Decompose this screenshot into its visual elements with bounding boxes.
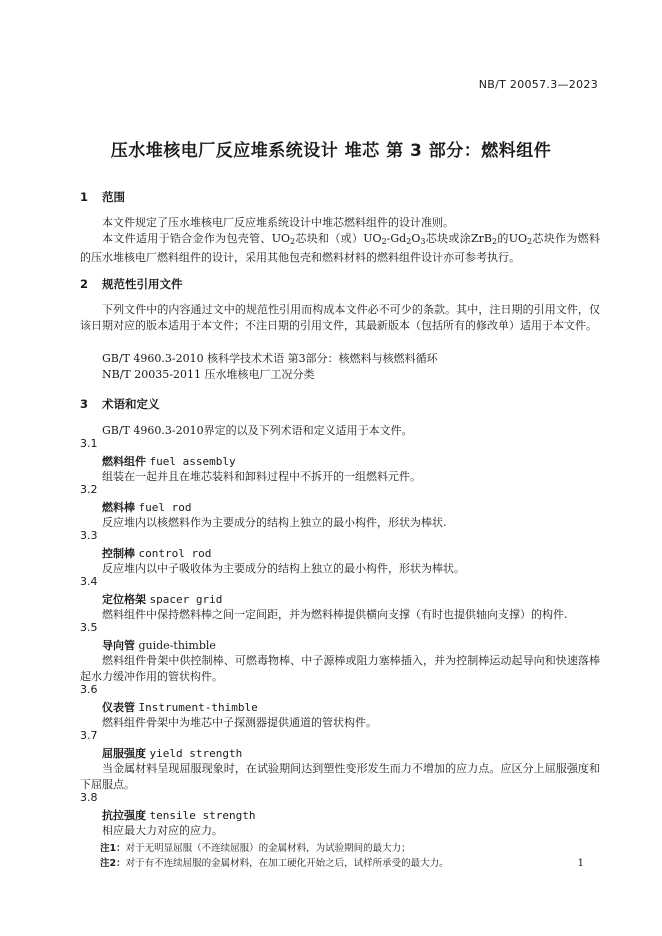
reference-item: GB/T 4960.3-2010 核科学技术术语 第3部分：核燃料与核燃料循环	[102, 352, 438, 365]
term-definition: 燃料组件骨架中供控制棒、可燃毒物棒、中子源棒或阻力塞棒插入，并为控制棒运动起导向和快速落棒起水力缓冲作用的管状构件。	[80, 654, 600, 683]
term-definition: 相应最大力对应的应力。	[102, 824, 223, 837]
note-1: 注1：对于无明显屈服（不连续屈服）的金属材料，为试验期间的最大力；	[100, 843, 411, 854]
term-number: 3.2	[80, 483, 98, 496]
section-title: 术语和定义	[102, 397, 160, 411]
term-definition: 当金属材料呈现屈服现象时，在试验期间达到塑性变形发生而力不增加的应力点。应区分上屈服强度和下屈服点。	[80, 762, 600, 791]
term-name: 仪表管 Instrument-thimble	[102, 701, 258, 714]
scope-paragraph-2: 本文件适用于锆合金作为包壳管、$UO_2$芯块和（或）$UO_2-Gd_2O_3$芯块或涂ZrB$_2$的$UO_2$芯块作为燃料的压水堆核电厂燃料组件的设计，采用其他包壳和燃料材料的燃料组件设计亦可参考执行。	[80, 232, 600, 264]
section-1-heading	[80, 189, 125, 205]
term-number: 3.6	[80, 683, 98, 696]
standard-code: NB/T 20057.3—2023	[478, 78, 598, 91]
document-title: 压水堆核电厂反应堆系统设计 堆芯 第 3 部分：燃料组件	[110, 141, 552, 161]
term-name: 抗拉强度 tensile strength	[102, 809, 256, 822]
reference-item: NB/T 20035-2011 压水堆核电厂工况分类	[102, 368, 315, 381]
term-definition: 燃料组件骨架中为堆芯中子探测器提供通道的管状构件。	[102, 716, 377, 729]
term-number: 3.7	[80, 729, 98, 742]
term-number: 3.3	[80, 529, 98, 542]
references-paragraph: 下列文件中的内容通过文中的规范性引用而构成本文件必不可少的条款。其中，注日期的引用文件，仅该日期对应的版本适用于本文件；不注日期的引用文件，其最新版本（包括所有的修改单）适用于本文件。	[80, 303, 600, 332]
term-name: 定位格架 spacer grid	[102, 593, 223, 606]
section-title: 规范性引用文件	[102, 277, 183, 291]
term-name: 控制棒 control rod	[102, 547, 212, 560]
terms-intro: GB/T 4960.3-2010界定的以及下列术语和定义适用于本文件。	[102, 424, 413, 437]
term-name: 导向管 guide-thimble	[102, 639, 216, 652]
term-definition: 反应堆内以中子吸收体为主要成分的结构上独立的最小构件，形状为棒状。	[102, 562, 465, 575]
term-definition: 组装在一起并且在堆芯装料和卸料过程中不拆开的一组燃料元件。	[102, 470, 421, 483]
term-number: 3.5	[80, 621, 98, 634]
term-number: 3.1	[80, 437, 98, 450]
section-number: 2	[80, 277, 89, 291]
term-number: 3.4	[80, 575, 98, 588]
section-3-heading	[80, 396, 160, 412]
page-number: 1	[577, 858, 584, 869]
section-2-heading	[80, 276, 183, 292]
term-definition: 反应堆内以核燃料作为主要成分的结构上独立的最小构件，形状为棒状.	[102, 516, 447, 529]
scope-paragraph-1: 本文件规定了压水堆核电厂反应堆系统设计中堆芯燃料组件的设计准则。	[102, 216, 454, 229]
section-number: 3	[80, 397, 89, 411]
term-name: 燃料棒 fuel rod	[102, 501, 192, 514]
section-number: 1	[80, 190, 89, 204]
term-definition: 燃料组件中保持燃料棒之间一定间距，并为燃料棒提供横向支撑（有时也提供轴向支撑）的构件.	[102, 608, 568, 621]
section-title: 范围	[102, 190, 126, 204]
term-number: 3.8	[80, 791, 98, 804]
term-name: 燃料组件 fuel assembly	[102, 455, 236, 468]
note-2: 注2：对于有不连续屈服的金属材料，在加工硬化开始之后，试样所承受的最大力。	[100, 858, 449, 869]
term-name: 屈服强度 yield strength	[102, 747, 243, 760]
